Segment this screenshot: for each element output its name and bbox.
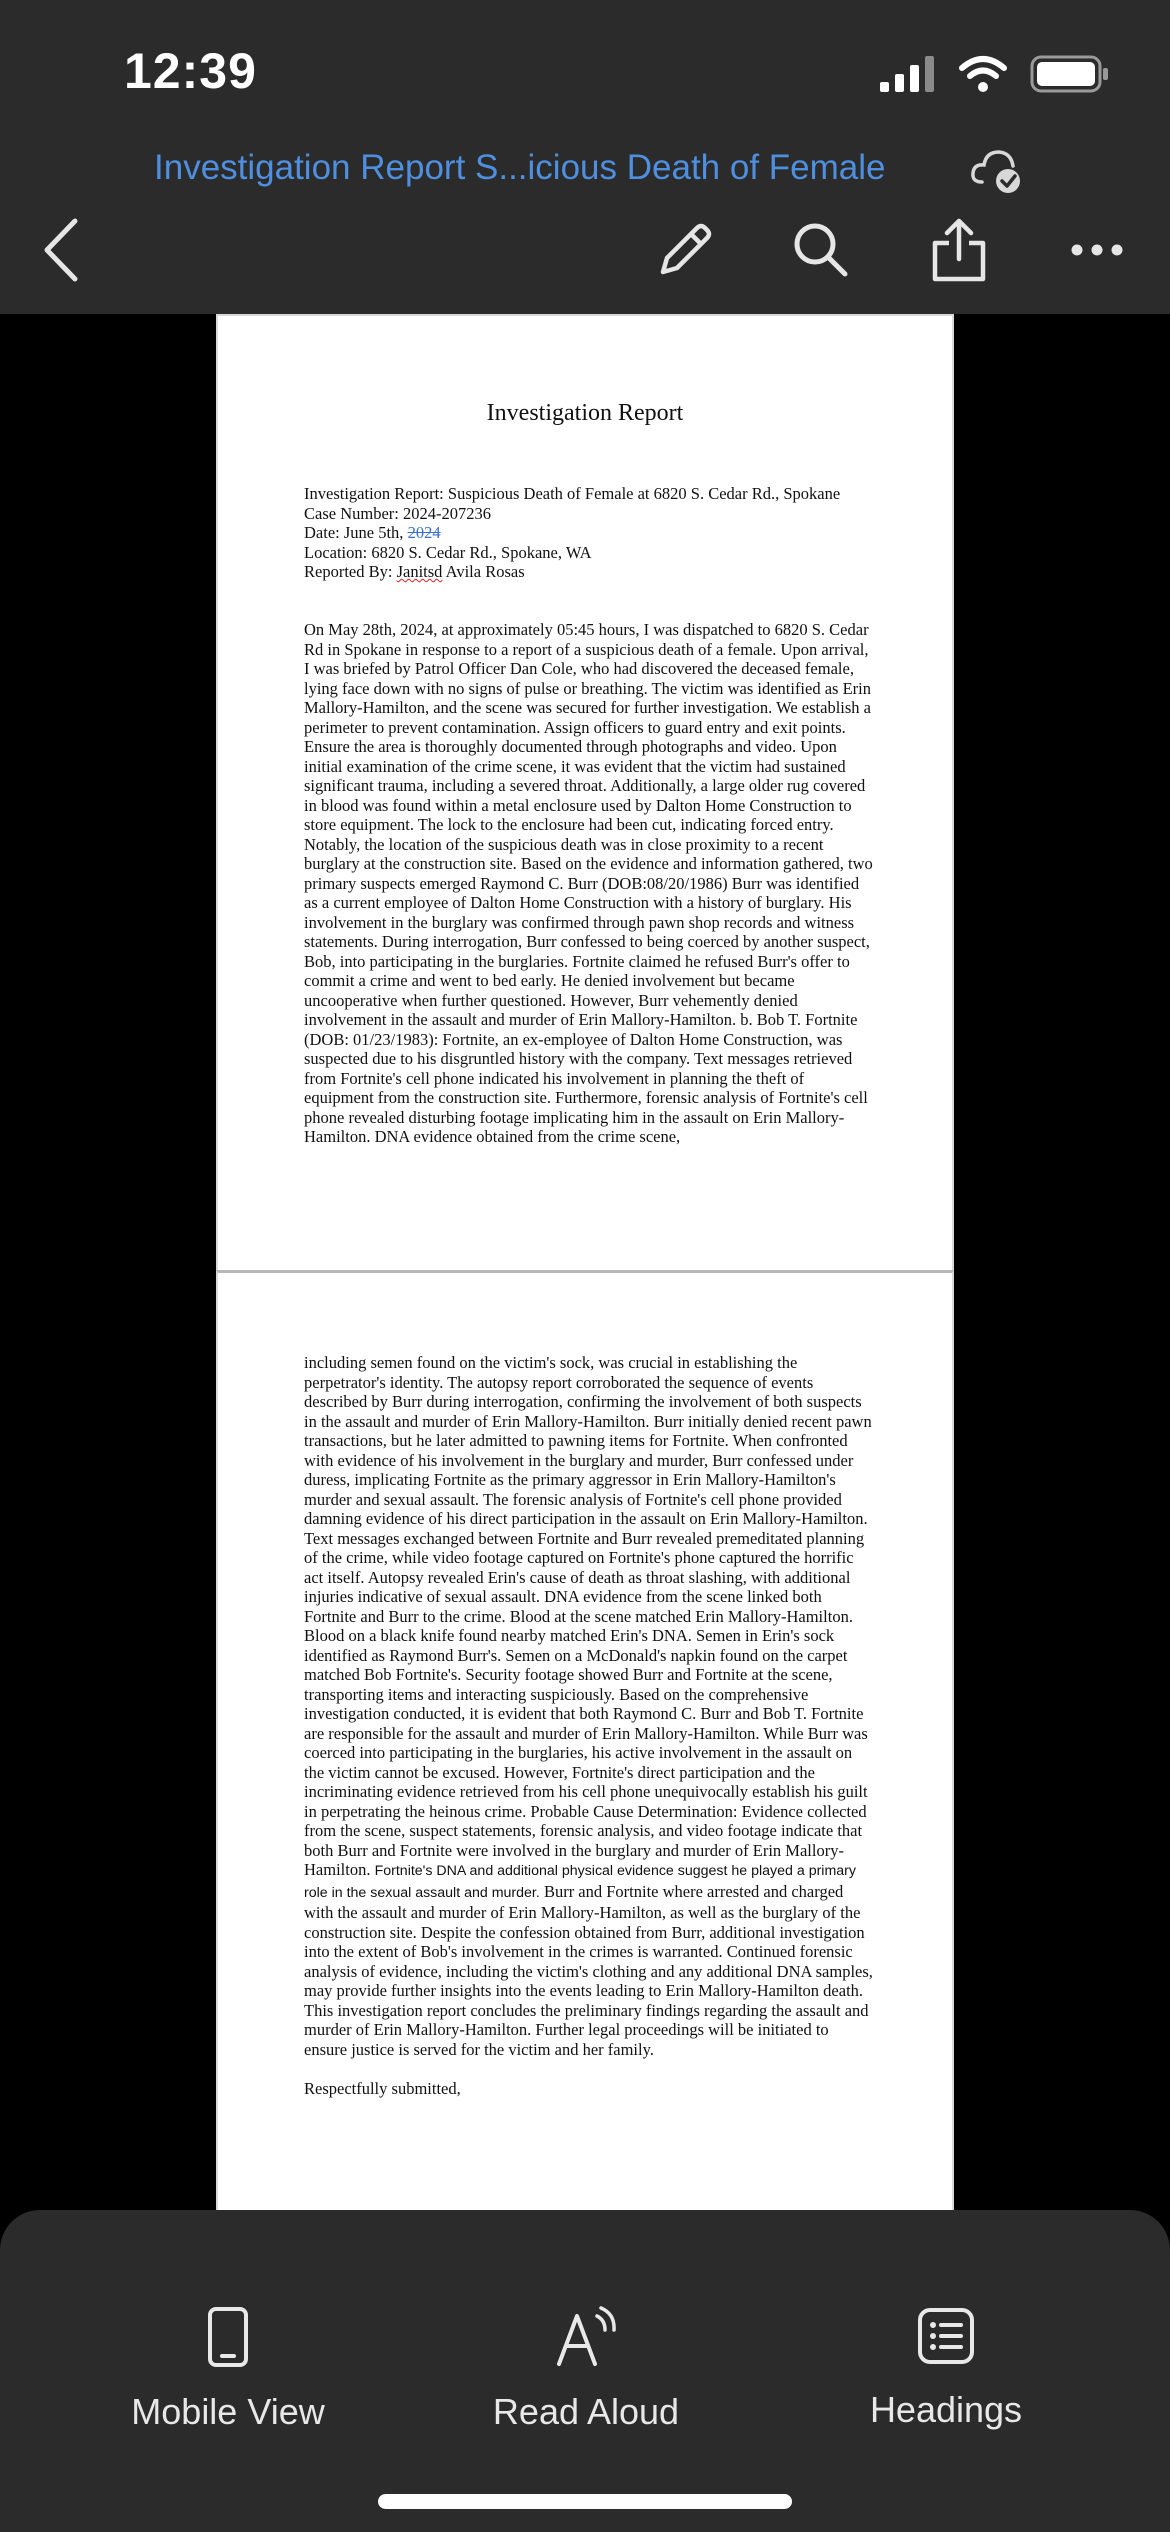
document-title-row (0, 142, 1170, 202)
meta-location: Location: 6820 S. Cedar Rd., Spokane, WA (304, 542, 592, 562)
report-body-page-1 (304, 620, 874, 1147)
paragraph-text-tail: Burr and Fortnite where arrested and charged with the assault and murder of Erin Mallory-Hamilton, as well as the burglary of the construction site. Despite the confession obtained from Burr, additional investigation into the extent of Bob's involvement in the crimes is warranted. Continued forensic analysis of evidence, including the victim's clothing and any additional DNA samples, may provide further insights into the events leading to Erin Mallory-Hamilton death. This investigation report concludes the preliminary findings regarding the assault and murder of Erin Mallory-Hamilton. Further legal proceedings will be initiated to ensure justice is served for the victim and her family. (304, 1881, 873, 2059)
wifi-icon (958, 54, 1008, 99)
headings-label: Headings (869, 2389, 1023, 2430)
meta-reported-label: Reported By: (304, 562, 397, 581)
share-button[interactable] (914, 212, 1004, 292)
phone-icon (206, 2355, 250, 2372)
more-button[interactable] (1052, 212, 1142, 292)
battery-icon (1030, 54, 1110, 99)
spelling-error: Janitsd (396, 562, 443, 581)
report-meta (304, 484, 840, 582)
list-icon (916, 2353, 976, 2370)
meta-reported-name: Avila Rosas (442, 562, 525, 581)
search-button[interactable] (776, 212, 866, 292)
signal-icon (878, 54, 936, 99)
status-icons (878, 54, 1110, 99)
headings-button[interactable] (836, 2306, 1056, 2431)
cloud-synced-icon[interactable] (968, 142, 1028, 207)
meta-date (304, 523, 840, 543)
paragraph: On May 28th, 2024, at approximately 05:45 hours, I was dispatched to 6820 S. Cedar Rd in Spokane in response to a report of a suspicious death of a female. Upon arrival, I was briefed by Patrol Officer Dan Cole, who had discovered the deceased female, lying face down with no signs of pulse or breathing. The victim was identified as Erin Mallory-Hamilton, and the scene was secured for further investigation. We establish a perimeter to prevent contamination. Assign officers to guard entry and exit points. Ensure the area is thoroughly documented through photographs and video. Upon initial examination of the crime scene, it was evident that the victim had sustained significant trauma, including a severed throat. Additionally, a large older rug covered in blood was found within a metal enclosure used by Dalton Home Construction to store equipment. The lock to the enclosure had been cut, indicating forced entry. Notably, the location of the suspicious death was in close proximity to a recent burglary at the construction site. Based on the evidence and information gathered, two primary suspects emerged Raymond C. Burr (DOB:08/20/1986) Burr was identified as a current employee of Dalton Home Construction with a history of burglary. His involvement in the burglary was confirmed through pawn shop records and witness statements. During interrogation, Burr confessed to being coerced by another suspect, Bob, into participating in the burglaries. Fortnite claimed he refused Burr's offer to commit a crime and went to bed early. He denied involvement but became uncooperative when further questioned. However, Burr vehemently denied involvement in the assault and murder of Erin Mallory-Hamilton. b. Bob T. Fortnite (DOB: 01/23/1983): Fortnite, an ex-employee of Dalton Home Construction, was suspected due to his disgruntled history with the company. Text messages retrieved from Fortnite's cell phone indicated his involvement in planning the theft of equipment from the construction site. Furthermore, forensic analysis of Fortnite's cell phone revealed disturbing footage implicating him in the assault on Erin Mallory-Hamilton. DNA evidence obtained from the crime scene, (304, 620, 873, 1146)
meta-date-label: Date: June 5th, (304, 523, 408, 542)
read-aloud-label: Read Aloud (492, 2391, 680, 2432)
pencil-icon (653, 218, 717, 287)
paragraph (304, 1353, 874, 2059)
signoff: Respectfully submitted, (304, 2079, 461, 2098)
document-canvas[interactable] (0, 314, 1170, 2214)
meta-reported-by (304, 562, 840, 582)
paragraph-sans-text: Fortnite's DNA and additional physical evidence suggest he played a primary role in the sexual assault and murder. (304, 1863, 856, 1901)
back-button[interactable] (16, 212, 106, 292)
chevron-left-icon (39, 217, 83, 288)
bottom-toolbar (0, 2210, 1170, 2532)
document-page-1[interactable] (216, 314, 954, 1274)
mobile-view-label: Mobile View (131, 2391, 325, 2432)
document-title[interactable]: Investigation Report S...icious Death of Female (154, 148, 886, 187)
meta-subject: Investigation Report: Suspicious Death of Female at 6820 S. Cedar Rd., Spokane (304, 484, 841, 503)
share-icon (929, 217, 989, 288)
top-bar (0, 0, 1170, 314)
ellipsis-icon (1069, 242, 1125, 263)
report-body-page-2 (304, 1353, 874, 2099)
meta-case-number: Case Number: 2024-207236 (304, 503, 491, 523)
status-time: 12:39 (124, 43, 257, 99)
search-icon (791, 220, 851, 285)
read-aloud-button[interactable] (476, 2306, 696, 2433)
tracked-deletion: 2024 (407, 523, 441, 542)
paragraph-text: including semen found on the victim's sock, was crucial in establishing the perpetrator's identity. The autopsy report corroborated the sequence of events described by Burr during interrogation, confirming the involvement of both suspects in the assault and murder of Erin Mallory-Hamilton. Burr initially denied recent pawn transactions, but he later admitted to pawning items for Fortnite. When confronted with evidence of his involvement in the burglary and murder, Burr confessed under duress, implicating Fortnite as the primary aggressor in Erin Mallory-Hamilton's murder and sexual assault. The forensic analysis of Fortnite's cell phone provided damning evidence of his direct participation in the assault on Erin Mallory-Hamilton. Text messages exchanged between Fortnite and Burr revealed premeditated planning of the crime, while video footage captured on Fortnite's phone captured the horrific act itself. Autopsy revealed Erin's cause of death as throat slashing, with additional injuries indicative of sexual assault. DNA evidence from the scene linked both Fortnite and Burr to the crime. Blood at the scene matched Erin Mallory-Hamilton. Blood on a black knife found nearby matched Erin's DNA. Semen in Erin's sock identified as Raymond Burr's. Semen on a McDonald's napkin found on the carpet matched Bob Fortnite's. Security footage showed Burr and Fortnite at the scene, transporting items and interacting suspiciously. Based on the comprehensive investigation conducted, it is evident that both Raymond C. Burr and Bob T. Fortnite are responsible for the assault and murder of Erin Mallory-Hamilton. While Burr was coerced into participating in the burglaries, his active involvement in the assault on the victim cannot be excused. However, Fortnite's direct participation and the incriminating evidence retrieved from his cell phone unequivocally establish his guilt in perpetrating the heinous crime. Probable Cause Determination: Evidence collected from the scene, suspect statements, forensic analysis, and video footage indicate that both Burr and Fortnite were involved in the burglary and murder of Erin Mallory-Hamilton. (304, 1353, 872, 1879)
report-title: Investigation Report (486, 400, 684, 426)
edit-button[interactable] (640, 212, 730, 292)
home-indicator[interactable] (378, 2494, 792, 2509)
mobile-view-button[interactable] (118, 2306, 338, 2433)
read-aloud-icon (553, 2355, 619, 2372)
